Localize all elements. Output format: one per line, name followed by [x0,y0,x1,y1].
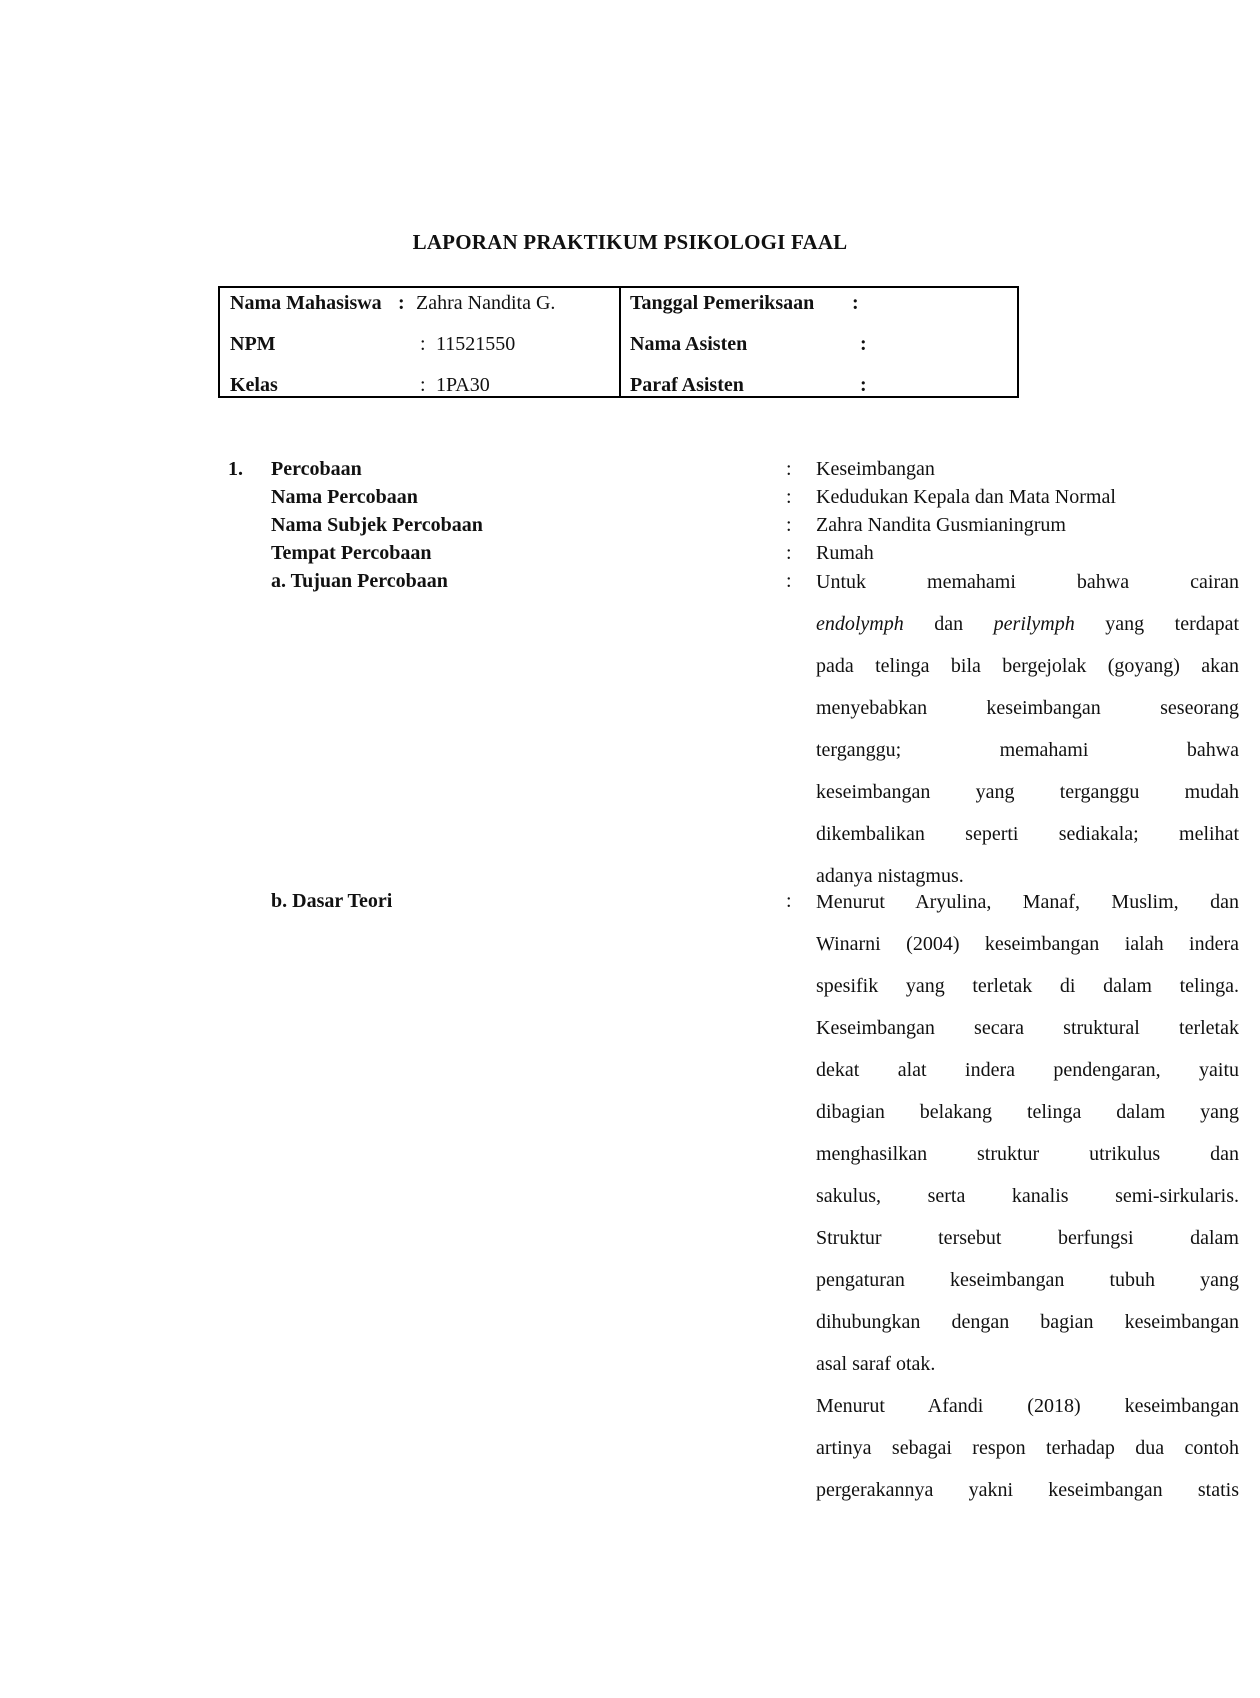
tujuan-paragraph [816,561,1239,897]
paraf-colon: : [860,374,867,396]
dasar-line: spesifik yang terletak di dalam telinga. [816,975,1239,997]
dasar-line: dibagian belakang telinga dalam yang [816,1101,1239,1123]
kelas-colon: : [420,374,426,396]
npm-colon: : [420,333,426,355]
paraf-label: Paraf Asisten [630,374,744,396]
subjek-colon: : [786,514,792,536]
dasar-line: Menurut Afandi (2018) keseimbangan [816,1395,1239,1417]
asisten-label: Nama Asisten [630,333,748,355]
dasar-line: pergerakannya yakni keseimbangan statis [816,1479,1239,1501]
dasar-label: b. Dasar Teori [271,890,393,912]
tempat-colon: : [786,542,792,564]
nama-percobaan-label: Nama Percobaan [271,486,418,508]
npm-label: NPM [230,333,276,355]
nama-value: Zahra Nandita G. [416,292,556,314]
dasar-line: dihubungkan dengan bagian keseimbangan [816,1311,1239,1333]
tujuan-line: terganggu; memahami bahwa [816,739,1240,761]
page-title: LAPORAN PRAKTIKUM PSIKOLOGI FAAL [412,230,848,254]
dasar-line: dekat alat indera pendengaran, yaitu [816,1059,1239,1081]
percobaan-colon: : [786,458,792,480]
kelas-value: 1PA30 [436,374,490,396]
tempat-label: Tempat Percobaan [271,542,432,564]
nama-colon: : [398,292,405,314]
dasar-line: pengaturan keseimbangan tubuh yang [816,1269,1239,1291]
subjek-value: Zahra Nandita Gusmianingrum [816,514,1066,536]
dasar-teori-paragraph [816,881,1239,1511]
dasar-line: Struktur tersebut berfungsi dalam [816,1227,1239,1249]
subjek-label: Nama Subjek Percobaan [271,514,483,536]
asisten-colon: : [860,333,867,355]
npm-value: 11521550 [436,333,516,355]
tujuan-line: endolymph dan perilymph yang terdapat [816,613,1240,635]
tujuan-line: pada telinga bila bergejolak (goyang) akan [816,655,1240,677]
tanggal-colon: : [852,292,859,314]
nama-percobaan-value: Kedudukan Kepala dan Mata Normal [816,486,1116,508]
nama-percobaan-colon: : [786,486,792,508]
tujuan-label: a. Tujuan Percobaan [271,570,448,592]
percobaan-value: Keseimbangan [816,458,935,480]
tujuan-line: adanya nistagmus. [816,865,964,887]
tujuan-line: Untuk memahami bahwa cairan [816,571,1240,593]
dasar-line: sakulus, serta kanalis semi-sirkularis. [816,1185,1239,1207]
dasar-colon: : [786,890,792,912]
dasar-line: Keseimbangan secara struktural terletak [816,1017,1239,1039]
tempat-value: Rumah [816,542,874,564]
kelas-label: Kelas [230,374,278,396]
tujuan-line: dikembalikan seperti sediakala; melihat [816,823,1240,845]
tujuan-line: keseimbangan yang terganggu mudah [816,781,1239,803]
tujuan-colon: : [786,570,792,592]
section-number: 1. [228,458,243,480]
dasar-line: menghasilkan struktur utrikulus dan [816,1143,1239,1165]
tujuan-line: menyebabkan keseimbangan seseorang [816,697,1239,719]
nama-label: Nama Mahasiswa [230,292,382,314]
table-divider [619,288,621,398]
student-info-table [218,286,1019,398]
tanggal-label: Tanggal Pemeriksaan [630,292,815,314]
dasar-line: artinya sebagai respon terhadap dua contoh [816,1437,1239,1459]
percobaan-label: Percobaan [271,458,362,480]
dasar-line: Menurut Aryulina, Manaf, Muslim, dan [816,891,1239,913]
dasar-line: asal saraf otak. [816,1353,936,1375]
dasar-line: Winarni (2004) keseimbangan ialah indera [816,933,1239,955]
